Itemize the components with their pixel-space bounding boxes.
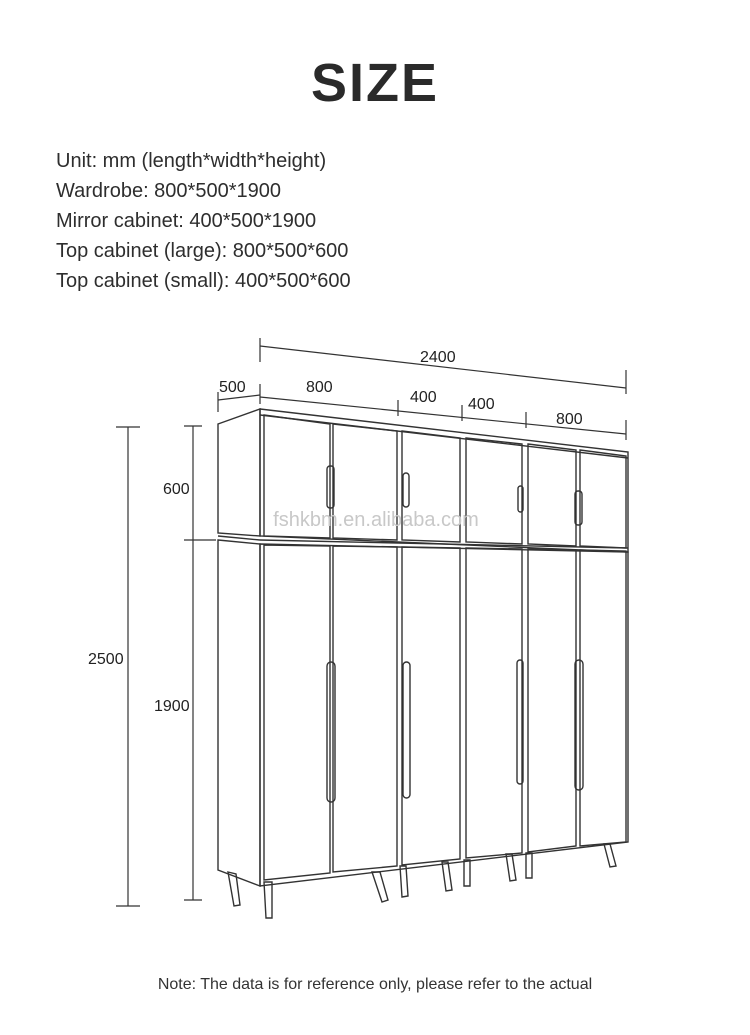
spec-mirror-cabinet: Mirror cabinet: 400*500*1900 <box>56 210 317 232</box>
dim-total-height-label: 2500 <box>88 651 124 668</box>
dim-section-1-label: 800 <box>306 379 333 396</box>
dim-section-4-label: 800 <box>556 411 583 428</box>
page-title: SIZE <box>310 53 440 113</box>
dim-depth-label: 500 <box>219 379 246 396</box>
wardrobe-outline <box>218 409 628 918</box>
reference-note: Note: The data is for reference only, please refer to the actual <box>157 976 593 993</box>
watermark: fshkbm.en.alibaba.com <box>273 509 479 531</box>
spec-top-cabinet-large: Top cabinet (large): 800*500*600 <box>56 240 349 262</box>
spec-wardrobe: Wardrobe: 800*500*1900 <box>56 180 281 202</box>
dim-section-3-label: 400 <box>468 396 495 413</box>
dim-body-height-label: 1900 <box>154 698 190 715</box>
dim-section-2-label: 400 <box>410 389 437 406</box>
spec-top-cabinet-small: Top cabinet (small): 400*500*600 <box>56 270 351 292</box>
dim-total-width-label: 2400 <box>420 349 456 366</box>
spec-unit: Unit: mm (length*width*height) <box>56 150 327 172</box>
dim-body-height-line <box>184 540 202 900</box>
dim-top-height-label: 600 <box>163 481 190 498</box>
